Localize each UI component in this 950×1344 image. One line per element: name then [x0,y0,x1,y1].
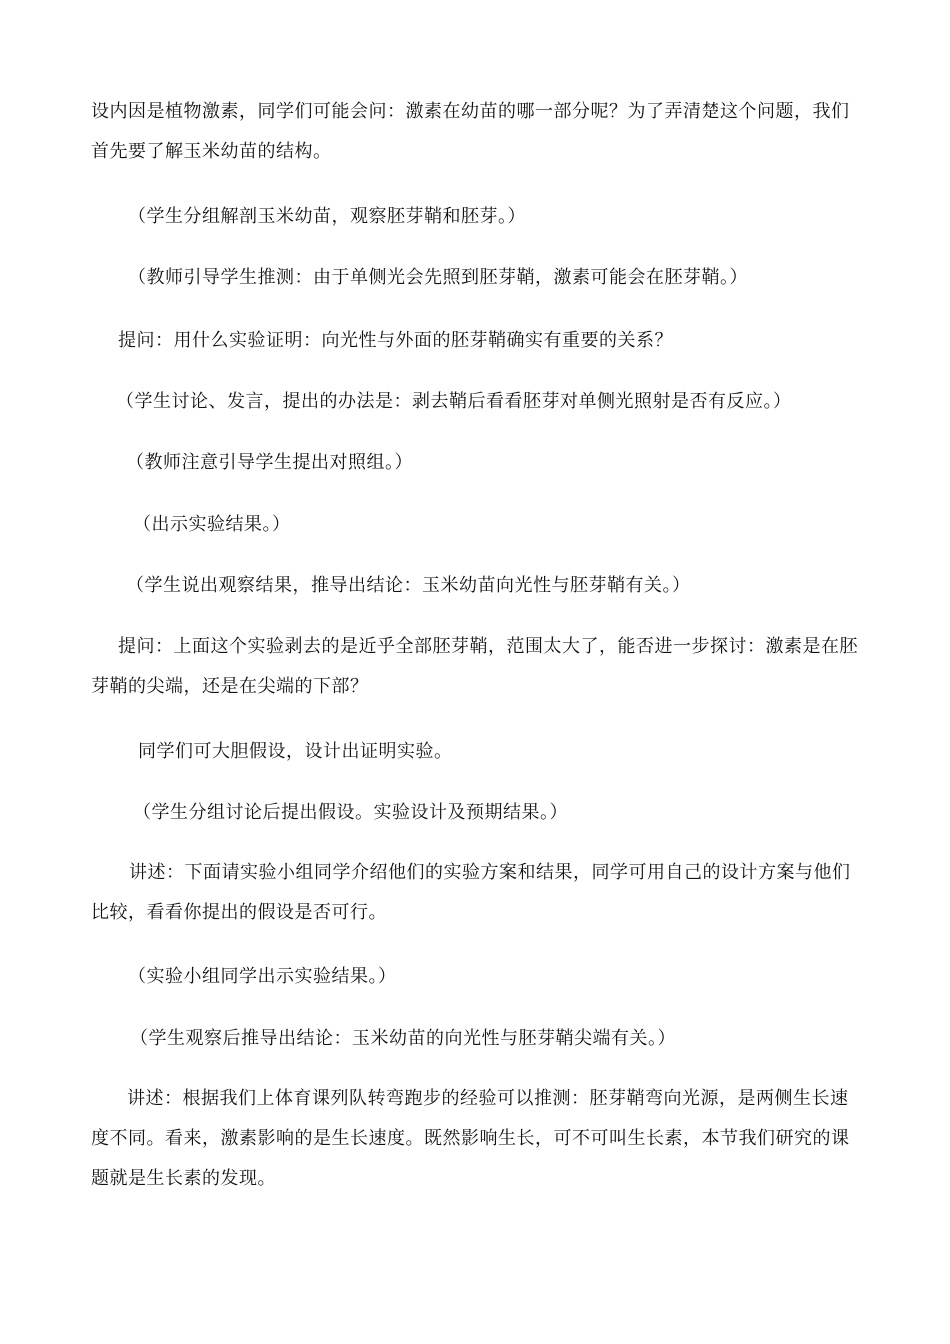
paragraph-11: （学生分组讨论后提出假设。实验设计及预期结果。） [133,802,568,823]
paragraph-4: 提问：用什么实验证明：向光性与外面的胚芽鞘确实有重要的关系？ [118,330,673,351]
paragraph-7: （出示实验结果。） [133,514,291,535]
paragraph-10: 同学们可大胆假设，设计出证明实验。 [138,741,453,762]
paragraph-3: （教师引导学生推测：由于单侧光会先照到胚芽鞘，激素可能会在胚芽鞘。） [128,267,748,288]
paragraph-13: （实验小组同学出示实验结果。） [128,966,397,987]
paragraph-1: 设内因是植物激素，同学们可能会问：激素在幼苗的哪一部分呢？为了弄清楚这个问题，我们首先要了解玉米幼苗的结构。 [91,101,850,162]
paragraph-9: 提问：上面这个实验剥去的是近乎全部胚芽鞘，范围太大了，能否进一步探讨：激素是在胚芽鞘的尖端，还是在尖端的下部？ [91,636,858,697]
paragraph-2: （学生分组解剖玉米幼苗，观察胚芽鞘和胚芽。） [128,206,526,227]
paragraph-14: （学生观察后推导出结论：玉米幼苗的向光性与胚芽鞘尖端有关。） [130,1028,676,1049]
paragraph-6: （教师注意引导学生提出对照组。） [126,452,413,473]
paragraph-5: （学生讨论、发言，提出的办法是：剥去鞘后看看胚芽对单侧光照射是否有反应。） [116,391,792,412]
paragraph-12: 讲述：下面请实验小组同学介绍他们的实验方案和结果，同学可用自己的设计方案与他们比较，看看你提出的假设是否可行。 [91,862,851,923]
paragraph-8: （学生说出观察结果，推导出结论：玉米幼苗向光性与胚芽鞘有关。） [126,575,691,596]
paragraph-15: 讲述：根据我们上体育课列队转弯跑步的经验可以推测：胚芽鞘弯向光源，是两侧生长速度不同。看来，激素影响的是生长速度。既然影响生长，可不可叫生长素，本节我们研究的课题就是生长素的发现。 [91,1088,850,1189]
